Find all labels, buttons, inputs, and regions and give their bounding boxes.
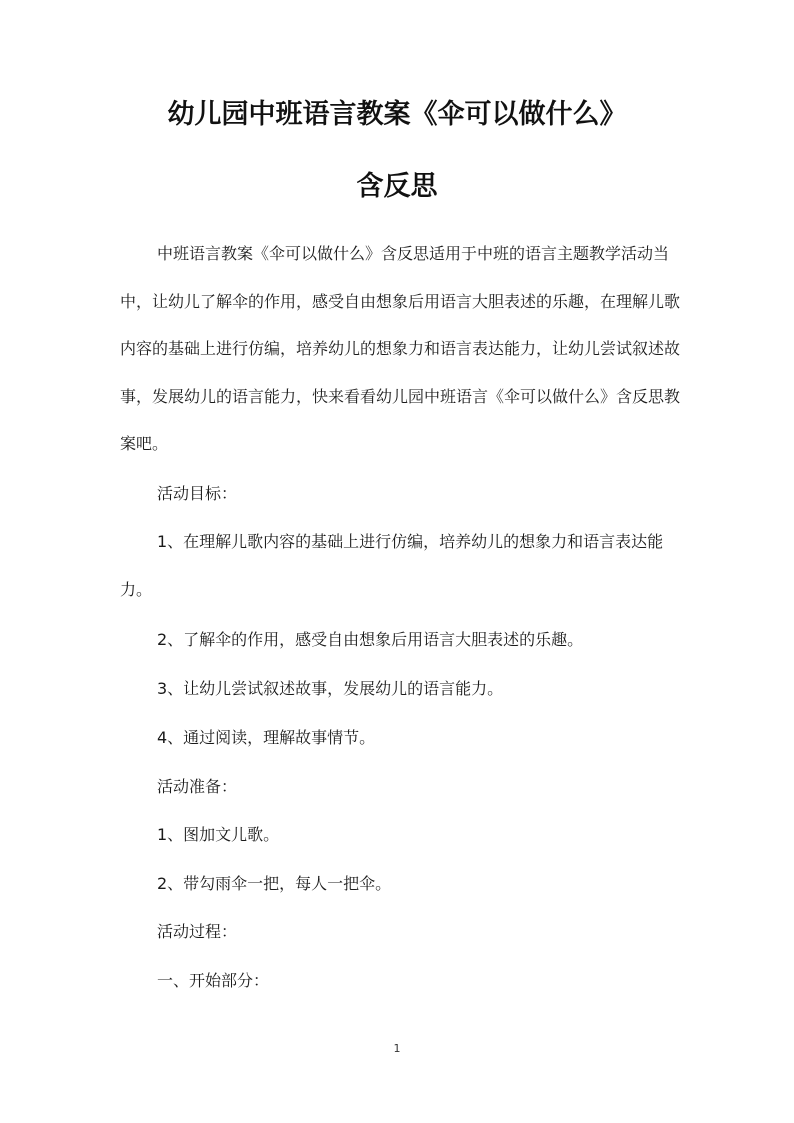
document-title-line-1: 幼儿园中班语言教案《伞可以做什么》: [167, 99, 627, 130]
goal-item-2: 2、了解伞的作用，感受自由想象后用语言大胆表述的乐趣。: [157, 630, 584, 649]
document-title-line-2: 含反思: [356, 171, 438, 202]
prep-item-1: 1、图加文儿歌。: [157, 825, 280, 844]
prep-heading: 活动准备：: [157, 777, 238, 796]
goal-item-1: 1、在理解儿歌内容的基础上进行仿编，培养幼儿的想象力和语言表达能力。: [120, 532, 664, 599]
page-number: 1: [393, 1042, 401, 1055]
intro-paragraph: 中班语言教案《伞可以做什么》含反思适用于中班的语言主题教学活动当中，让幼儿了解伞的作用，感受自由想象后用语言大胆表述的乐趣，在理解儿歌内容的基础上进行仿编，培养幼儿的想象力和语言表达能力，让幼儿尝试叙述故事，发展幼儿的语言能力，快来看看幼儿园中班语言《伞可以做什么》含反思教案吧。: [120, 244, 681, 453]
process-heading: 活动过程：: [157, 922, 238, 941]
goals-heading: 活动目标：: [157, 484, 238, 503]
prep-item-2: 2、带勾雨伞一把，每人一把伞。: [157, 874, 392, 893]
process-part-1-heading: 一、开始部分：: [157, 971, 270, 990]
goal-item-3: 3、让幼儿尝试叙述故事，发展幼儿的语言能力。: [157, 679, 504, 698]
goal-item-4: 4、通过阅读，理解故事情节。: [157, 728, 376, 747]
